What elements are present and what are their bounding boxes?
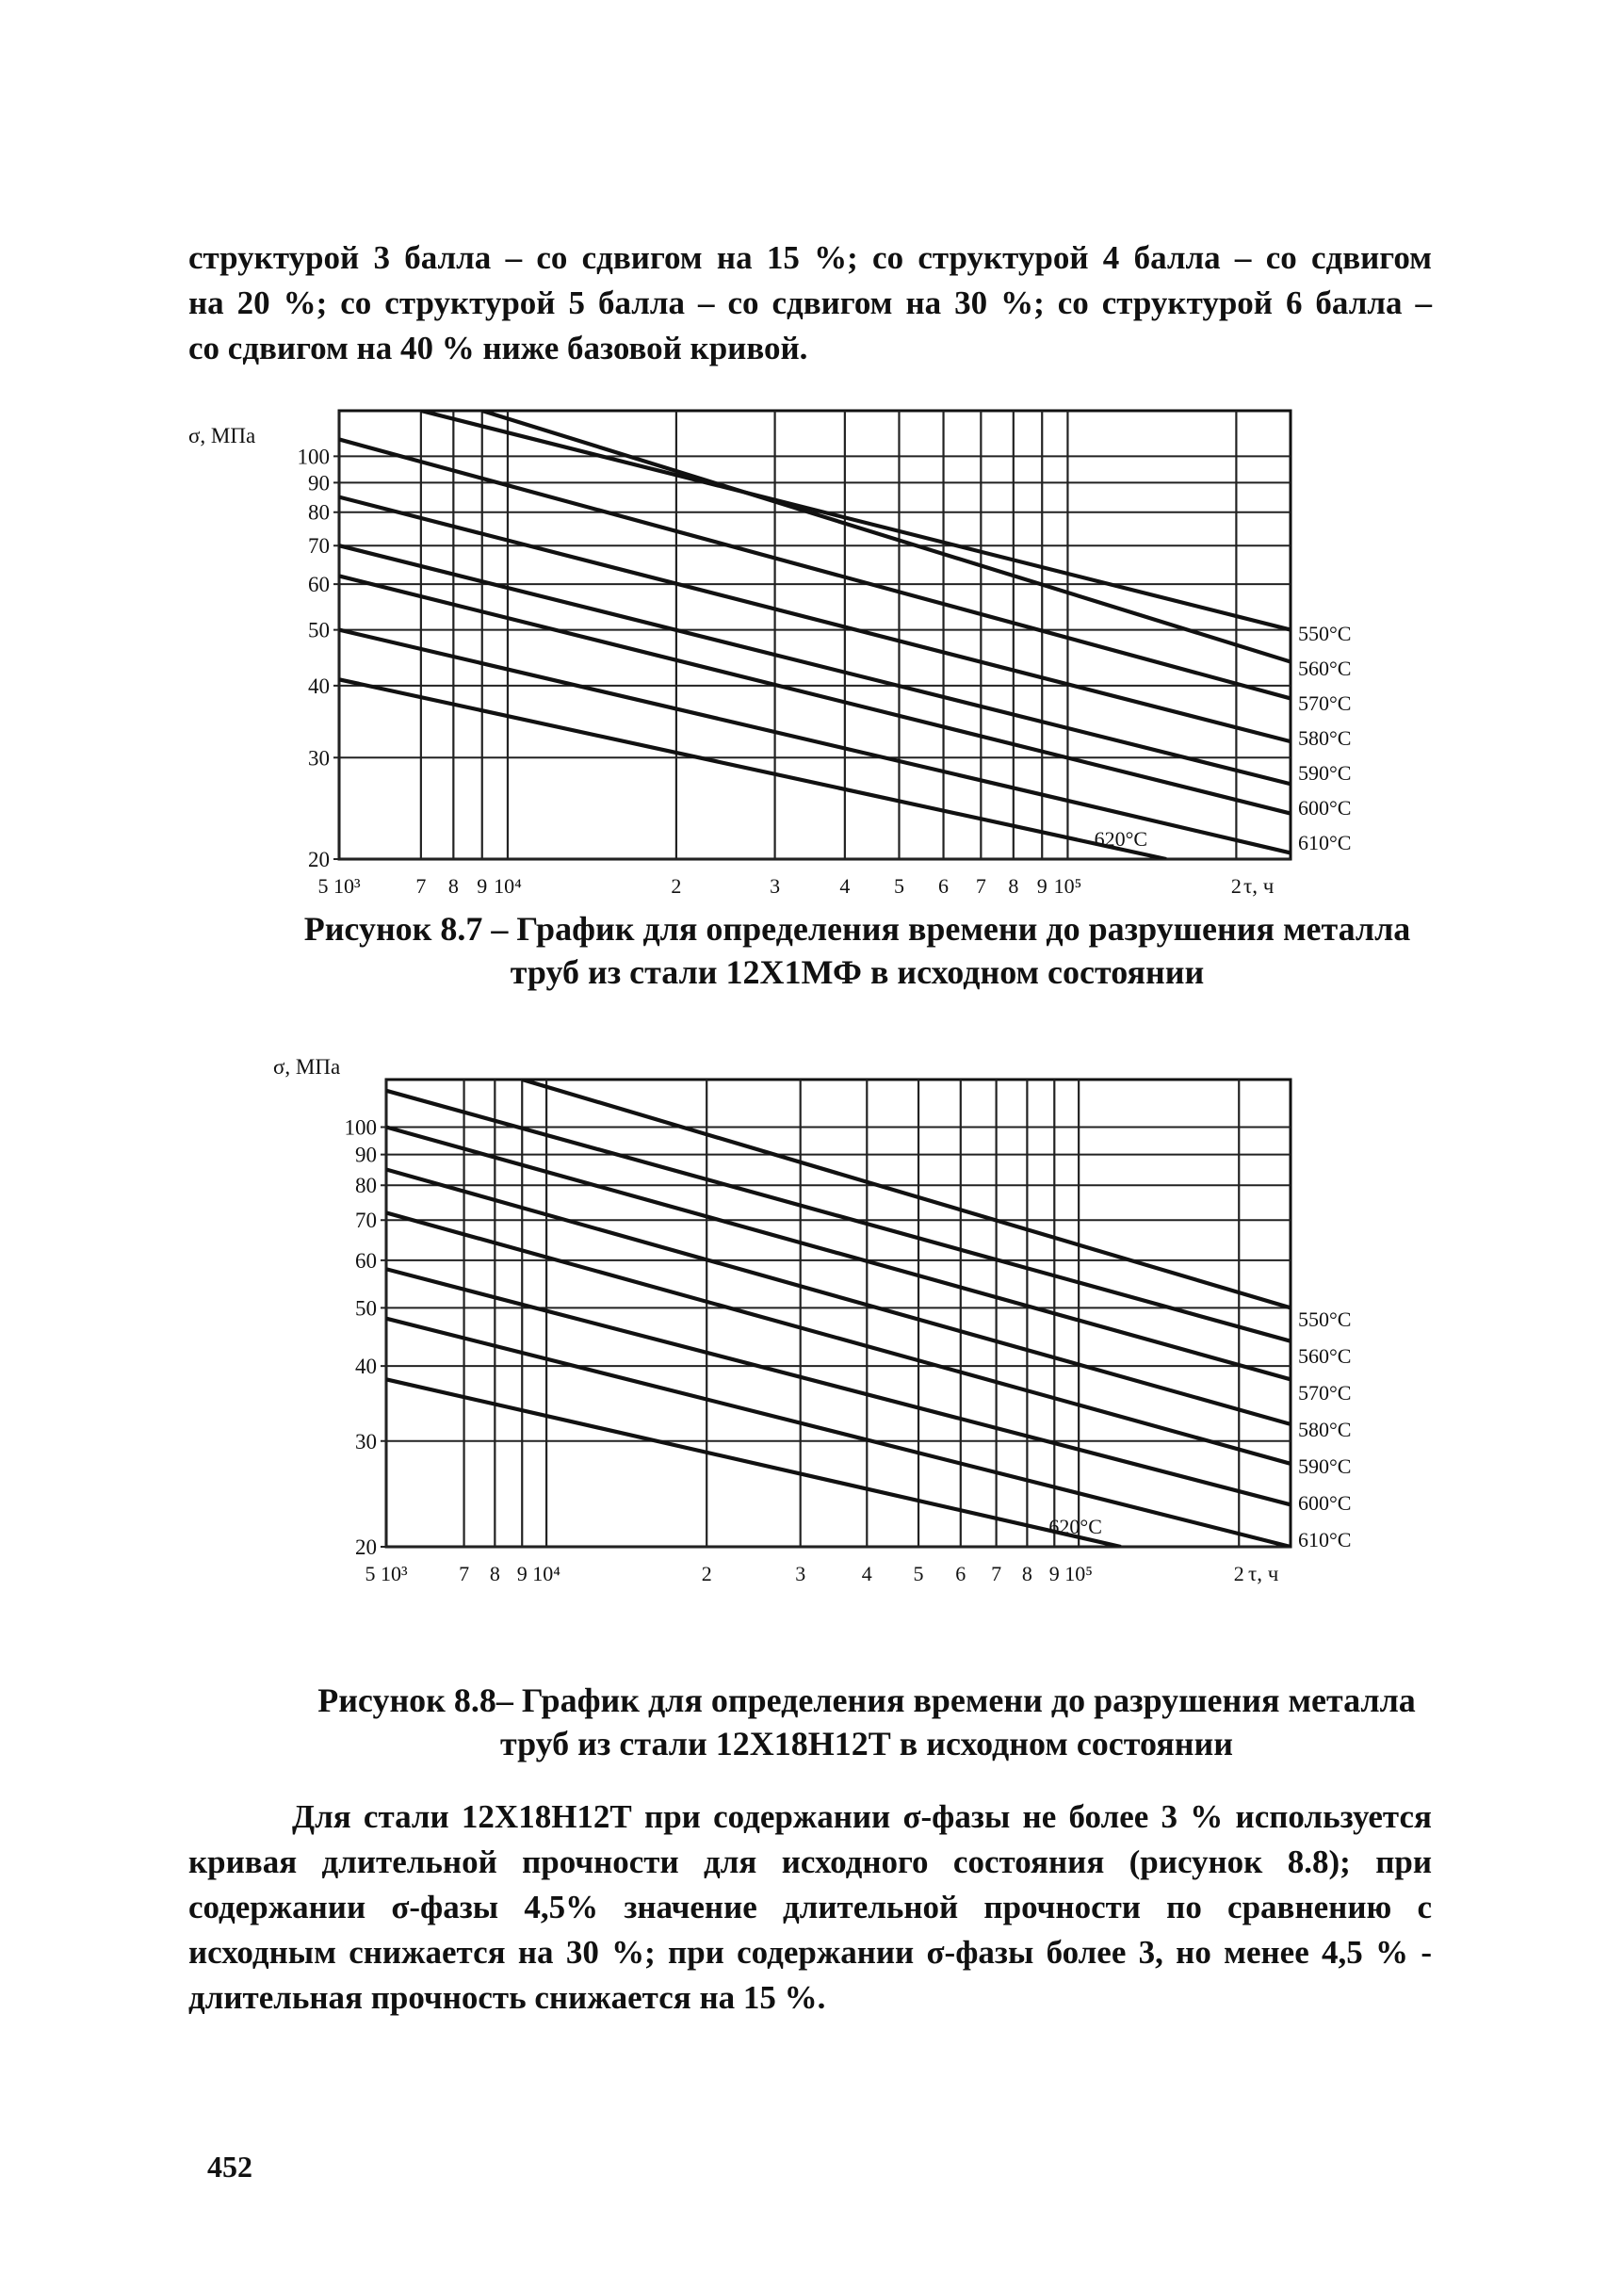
y-tick-label: 100 [344,1115,377,1140]
x-tick-label: 5 [913,1562,924,1585]
x-tick-label: 8 [1008,874,1019,898]
y-tick-label: 90 [308,471,330,495]
y-tick-label: 80 [308,500,330,525]
y-tick-label: 90 [355,1143,377,1167]
y-tick-label: 20 [308,848,330,871]
x-tick-label: 9 [1036,874,1047,898]
y-tick-label: 60 [355,1248,377,1273]
outro-line-1: Для стали 12Х18Н12Т при содержании σ-фазы не более 3 % используется [292,1798,1432,1835]
series-label: 550°C [1298,622,1352,645]
series-label: 620°C [1094,827,1148,851]
x-tick-label: 9 [516,1562,528,1585]
y-axis-label: σ, МПа [273,1055,341,1079]
series-label: 580°C [1298,1418,1352,1441]
y-tick-label: 20 [355,1535,377,1559]
x-tick-label: 9 [477,874,488,898]
series-line [386,1379,1121,1547]
figure-8-7-caption-line-2: труб из стали 12Х1МФ в исходном состоянии [510,953,1205,991]
x-tick-label: 5 10³ [365,1562,408,1585]
intro-line-1: структурой 3 балла – со сдвигом на 15 %; со структурой 4 балла – со сдвигом [188,239,1432,276]
x-tick-label: 7 [991,1562,1002,1585]
x-tick-label: 7 [459,1562,470,1585]
series-label: 570°C [1298,691,1352,715]
y-tick-label: 80 [355,1174,377,1198]
series-label: 570°C [1298,1381,1352,1405]
intro-paragraph [188,235,1432,371]
y-tick-label: 100 [297,445,330,469]
x-tick-label: 5 [893,874,904,898]
series-label: 560°C [1298,1344,1352,1368]
figure-8-8-caption-line-2: труб из стали 12Х18Н12Т в исходном состоянии [499,1725,1234,1762]
x-tick-label: 5 10³ [317,874,361,898]
series-label: 600°C [1298,1491,1352,1515]
x-tick-label: 10⁴ [494,874,522,898]
x-tick-label: 2 [1233,1562,1244,1585]
series-label: 590°C [1298,761,1352,785]
x-tick-label: 6 [955,1562,966,1585]
outro-line-5: длительная прочность снижается на 15 %. [188,1979,826,2016]
outro-line-3: содержании σ-фазы 4,5% значение длительной прочности по сравнению с [188,1889,1432,1925]
x-tick-label: 2 [671,874,682,898]
figure-8-8-caption-line-1: Рисунок 8.8– График для определения времени до разрушения металла [317,1681,1416,1719]
series-label: 560°C [1298,657,1352,680]
figure-8-8-caption [311,1679,1422,1765]
series-label: 620°C [1048,1515,1102,1538]
y-axis-label: σ, МПа [188,424,256,447]
x-axis-label: τ, ч [1243,874,1275,898]
outro-line-2: кривая длительной прочности для исходного состояния (рисунок 8.8); при [188,1843,1432,1880]
outro-paragraph [188,1795,1432,2021]
y-tick-label: 40 [308,674,330,698]
x-tick-label: 8 [489,1562,500,1585]
y-tick-label: 50 [308,618,330,642]
x-tick-label: 7 [975,874,986,898]
chart-figure-8-8 [0,1055,1624,1611]
x-tick-label: 10⁵ [1064,1562,1093,1585]
x-tick-label: 3 [770,874,781,898]
x-tick-label: 4 [861,1562,872,1585]
series-label: 610°C [1298,1528,1352,1551]
x-tick-label: 3 [795,1562,806,1585]
chart-figure-8-7 [0,405,1624,914]
x-tick-label: 9 [1048,1562,1060,1585]
page-number: 452 [207,2150,252,2184]
x-tick-label: 6 [938,874,950,898]
figure-8-7-caption-line-1: Рисунок 8.7 – График для определения времени до разрушения металла [303,910,1411,948]
y-tick-label: 70 [308,534,330,559]
intro-line-2: на 20 %; со структурой 5 балла – со сдвигом на 30 %; со структурой 6 балла – [188,284,1432,321]
series-label: 580°C [1298,726,1352,750]
y-tick-label: 30 [355,1429,377,1454]
series-label: 610°C [1298,831,1352,854]
series-label: 600°C [1298,796,1352,820]
intro-line-3: со сдвигом на 40 % ниже базовой кривой. [188,330,808,366]
x-tick-label: 8 [1021,1562,1032,1585]
y-tick-label: 30 [308,746,330,771]
y-tick-label: 40 [355,1355,377,1379]
x-tick-label: 10⁵ [1053,874,1082,898]
x-tick-label: 10⁴ [532,1562,560,1585]
series-label: 590°C [1298,1454,1352,1478]
y-tick-label: 50 [355,1296,377,1321]
y-tick-label: 70 [355,1209,377,1233]
series-line [482,411,1291,662]
x-tick-label: 2 [701,1562,712,1585]
series-label: 550°C [1298,1307,1352,1331]
figure-8-7-caption [301,907,1413,994]
y-tick-label: 60 [308,573,330,597]
outro-line-4: исходным снижается на 30 %; при содержании σ-фазы более 3, но менее 4,5 % - [188,1934,1432,1971]
x-tick-label: 2 [1230,874,1242,898]
x-tick-label: 4 [839,874,851,898]
x-tick-label: 8 [447,874,459,898]
x-tick-label: 7 [415,874,427,898]
x-axis-label: τ, ч [1248,1562,1279,1585]
